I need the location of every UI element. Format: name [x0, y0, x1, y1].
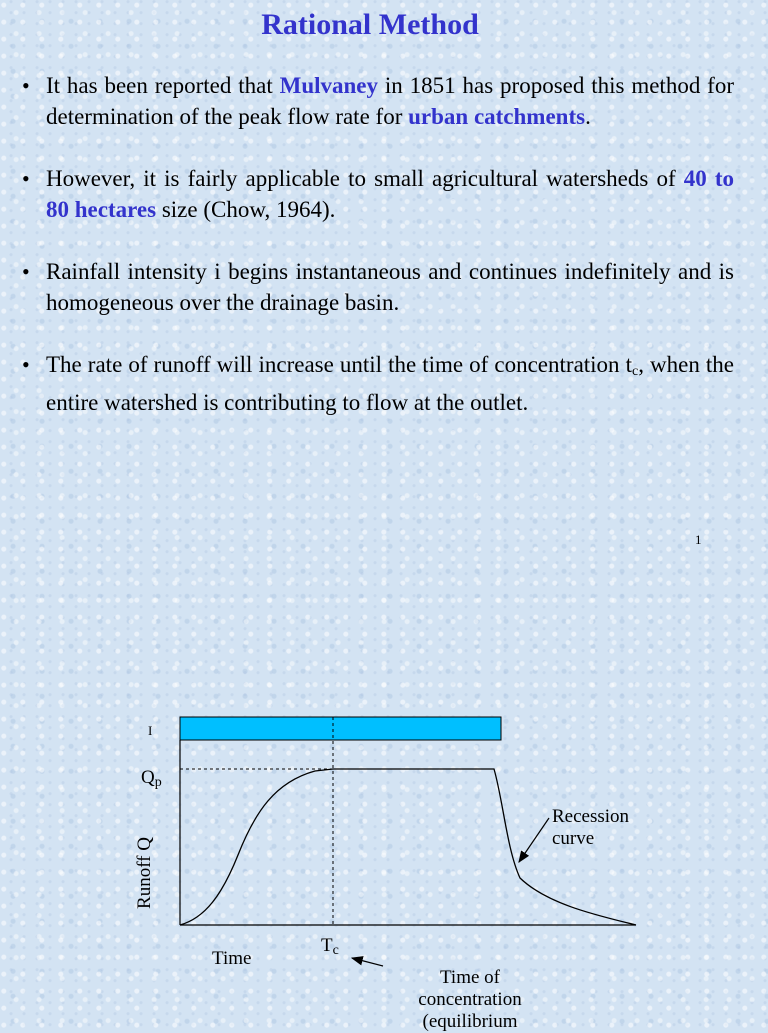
label-tc-sub: c: [332, 943, 339, 958]
rainfall-intensity-bar: [180, 717, 501, 740]
label-recession-curve: Recession curve: [552, 806, 630, 849]
label-tc-main: T: [321, 935, 333, 956]
label-qp-sub: p: [154, 775, 162, 790]
label-tc: [321, 935, 339, 962]
label-time: Time: [212, 948, 252, 969]
label-y-axis: Runoff Q: [134, 837, 155, 909]
bullet-text: .: [585, 104, 591, 129]
highlighted-text: Mulvaney: [279, 73, 378, 98]
page-number: 1: [695, 532, 702, 547]
label-i: I: [148, 723, 153, 738]
subscript-text: c: [632, 364, 639, 379]
bullet-text: Rainfall intensity i begins instantaneous and continues indefinitely and is homogeneous over the drainage basin.: [46, 259, 734, 315]
slide-title: Rational Method: [261, 8, 479, 41]
bullet-text: in 1851 has proposed this method for determination of the peak flow rate for: [46, 73, 735, 129]
label-time-of-concentration: Time of concentration (equilibrium: [418, 967, 522, 1032]
bullet-text: size (Chow, 1964).: [156, 197, 336, 222]
highlighted-text: urban catchments: [408, 104, 586, 129]
bullet-text: It has been reported that: [46, 73, 280, 98]
recession-arrow: [519, 818, 549, 862]
bullet-text: However, it is fairly applicable to small agricultural watersheds of: [46, 166, 684, 191]
highlighted-text: 40 to 80 hectares: [46, 166, 734, 222]
label-qp-main: Q: [141, 767, 155, 788]
bullet-text: The rate of runoff will increase until the time of concentration t: [46, 352, 633, 377]
tc-arrow: [352, 958, 383, 966]
label-qp: [141, 767, 162, 794]
bullet-text: , when the entire watershed is contributing to flow at the outlet.: [46, 352, 735, 415]
